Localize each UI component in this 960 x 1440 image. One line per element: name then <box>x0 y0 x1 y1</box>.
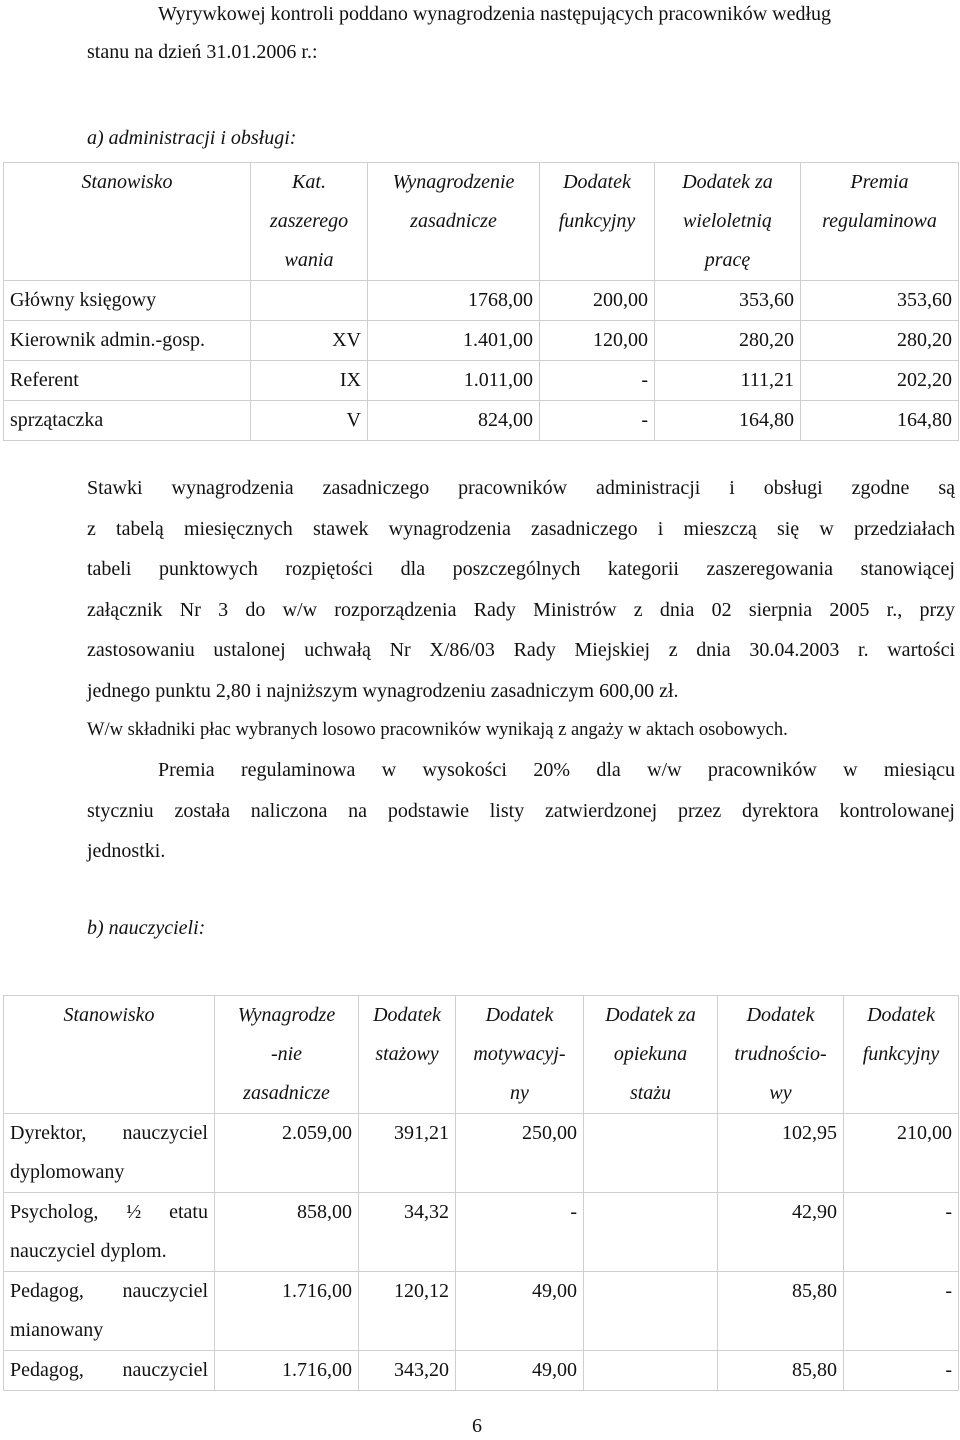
table-cell: - <box>540 401 655 441</box>
page-number: 6 <box>472 1415 482 1437</box>
col-header-line: motywacyj- <box>473 1043 566 1065</box>
col-header-line: funkcyjny <box>558 210 636 232</box>
table-cell: 164,80 <box>655 401 801 441</box>
table-cell <box>4 1114 215 1193</box>
col-header-line: zasadnicze <box>243 1082 330 1104</box>
col-header-line: Dodatek <box>746 1004 815 1026</box>
paragraph-bonus <box>87 750 955 872</box>
table-cell <box>584 1351 718 1391</box>
col-header-line: trudnościo- <box>734 1043 827 1065</box>
table-cell: IX <box>251 361 368 401</box>
col-header <box>844 996 959 1114</box>
col-header-line: Dodatek <box>485 1004 554 1026</box>
col-header-line: stażowy <box>375 1043 439 1065</box>
table-cell: 343,20 <box>359 1351 456 1391</box>
col-header-line: wieloletnią <box>683 210 772 232</box>
col-header-line: Stanowisko <box>63 1004 155 1026</box>
table-cell: 210,00 <box>844 1114 959 1193</box>
paragraph-line: styczniu została naliczona na podstawie listy zatwierdzonej przez dyrektora kontrolowanej <box>87 799 955 822</box>
table-b-header-row <box>4 996 959 1114</box>
col-header-line: -nie <box>270 1043 303 1065</box>
col-header <box>359 996 456 1114</box>
intro-line-2: stanu na dzień 31.01.2006 r.: <box>87 41 318 63</box>
col-header-line: ny <box>510 1082 529 1104</box>
table-cell: 280,20 <box>655 321 801 361</box>
col-header-line: Dodatek <box>867 1004 935 1026</box>
paragraph-line: jednostki. <box>87 840 166 862</box>
table-administration <box>3 162 959 441</box>
table-cell: 49,00 <box>456 1272 584 1351</box>
table-cell: 85,80 <box>718 1351 844 1391</box>
intro-line-1: Wyrywkowej kontroli poddano wynagrodzenia następujących pracowników według <box>158 3 832 25</box>
col-header-line: Wynagrodzenie <box>392 171 515 193</box>
table-cell: 202,20 <box>801 361 959 401</box>
paragraph-line: z tabelą miesięcznych stawek wynagrodzenia zasadniczego i mieszczą się w przedziałach <box>87 517 955 540</box>
table-cell: 250,00 <box>456 1114 584 1193</box>
table-row <box>4 401 959 441</box>
col-header-line: zaszerego <box>269 210 349 232</box>
table-cell: - <box>540 361 655 401</box>
table-cell: sprzątaczka <box>4 401 251 441</box>
col-header <box>215 996 359 1114</box>
cell-line: Pedagog, nauczyciel <box>10 1280 208 1302</box>
col-header-line: Wynagrodze <box>237 1004 336 1026</box>
table-cell: 1.716,00 <box>215 1351 359 1391</box>
col-header <box>801 163 959 281</box>
col-header-line: regulaminowa <box>822 210 937 232</box>
table-cell <box>584 1193 718 1272</box>
col-header <box>456 996 584 1114</box>
table-cell: 42,90 <box>718 1193 844 1272</box>
table-cell <box>4 1272 215 1351</box>
table-teachers <box>3 995 959 1391</box>
col-header-line: stażu <box>629 1082 672 1104</box>
table-row <box>4 1193 959 1272</box>
table-cell <box>4 1351 215 1391</box>
table-cell: Kierownik admin.-gosp. <box>4 321 251 361</box>
table-a-header-row <box>4 163 959 281</box>
table-cell: 34,32 <box>359 1193 456 1272</box>
col-header-line: Dodatek <box>373 1004 441 1026</box>
table-cell: 85,80 <box>718 1272 844 1351</box>
table-cell: 111,21 <box>655 361 801 401</box>
col-header-line: Premia <box>850 171 909 193</box>
table-cell <box>584 1114 718 1193</box>
col-header <box>4 996 215 1114</box>
paragraph-line: Premia regulaminowa w wysokości 20% dla w/w pracowników w miesiącu <box>158 759 955 781</box>
col-header-line: Stanowisko <box>81 171 173 193</box>
col-header-line: wy <box>769 1082 792 1104</box>
table-cell: 391,21 <box>359 1114 456 1193</box>
table-cell: 200,00 <box>540 281 655 321</box>
table-cell <box>584 1272 718 1351</box>
paragraph-line: Stawki wynagrodzenia zasadniczego pracowników administracji i obsługi zgodne są <box>87 477 955 499</box>
table-cell: 353,60 <box>655 281 801 321</box>
table-row <box>4 1351 959 1391</box>
col-header-line: pracę <box>704 249 751 271</box>
table-cell: Główny księgowy <box>4 281 251 321</box>
col-header-line: Dodatek za <box>682 171 773 193</box>
col-header-line: Dodatek za <box>605 1004 696 1026</box>
table-cell <box>251 281 368 321</box>
table-cell: - <box>844 1272 959 1351</box>
cell-line: dyplomowany <box>10 1161 125 1183</box>
cell-line: Pedagog, nauczyciel <box>10 1359 208 1381</box>
table-cell: 824,00 <box>368 401 540 441</box>
section-b-heading: b) nauczycieli: <box>87 917 206 939</box>
col-header <box>4 163 251 281</box>
table-cell: - <box>844 1351 959 1391</box>
cell-line: Psycholog, ½ etatu <box>10 1201 208 1223</box>
table-cell: XV <box>251 321 368 361</box>
col-header-line: wania <box>284 249 334 271</box>
paragraph-components: W/w składniki płac wybranych losowo pracowników wynikają z angaży w aktach osobowych. <box>87 720 788 740</box>
paragraph-line: załącznik Nr 3 do w/w rozporządzenia Rady Ministrów z dnia 02 sierpnia 2005 r., przy <box>87 598 955 621</box>
col-header-line: Kat. <box>292 171 326 193</box>
table-cell: V <box>251 401 368 441</box>
table-cell: 49,00 <box>456 1351 584 1391</box>
col-header <box>540 163 655 281</box>
cell-line: mianowany <box>10 1319 104 1341</box>
table-cell <box>4 1193 215 1272</box>
col-header-line: zasadnicze <box>410 210 497 232</box>
table-cell: 2.059,00 <box>215 1114 359 1193</box>
table-cell: 280,20 <box>801 321 959 361</box>
table-row <box>4 321 959 361</box>
table-row <box>4 361 959 401</box>
table-cell: 120,00 <box>540 321 655 361</box>
col-header-line: opiekuna <box>613 1043 688 1065</box>
table-row <box>4 281 959 321</box>
col-header <box>368 163 540 281</box>
table-cell: 1.401,00 <box>368 321 540 361</box>
col-header <box>718 996 844 1114</box>
col-header-line: Dodatek <box>563 171 631 193</box>
col-header-line: funkcyjny <box>862 1043 940 1065</box>
table-cell: 120,12 <box>359 1272 456 1351</box>
section-a-heading: a) administracji i obsługi: <box>87 127 297 149</box>
table-cell: 1.716,00 <box>215 1272 359 1351</box>
table-cell: 1768,00 <box>368 281 540 321</box>
paragraph-line: jednego punktu 2,80 i najniższym wynagrodzeniu zasadniczym 600,00 zł. <box>87 679 679 702</box>
table-cell: 1.011,00 <box>368 361 540 401</box>
table-row <box>4 1272 959 1351</box>
col-header <box>655 163 801 281</box>
col-header <box>584 996 718 1114</box>
col-header <box>251 163 368 281</box>
table-cell: - <box>844 1193 959 1272</box>
table-cell: 858,00 <box>215 1193 359 1272</box>
paragraph-line: zastosowaniu ustalonej uchwałą Nr X/86/03 Rady Miejskiej z dnia 30.04.2003 r. wartości <box>87 639 955 661</box>
table-cell: 102,95 <box>718 1114 844 1193</box>
table-cell: 353,60 <box>801 281 959 321</box>
cell-line: Dyrektor, nauczyciel <box>10 1122 208 1144</box>
table-cell: - <box>456 1193 584 1272</box>
cell-line: nauczyciel dyplom. <box>10 1240 167 1262</box>
table-cell: 164,80 <box>801 401 959 441</box>
paragraph-salary-rates <box>87 468 955 711</box>
paragraph-line: tabeli punktowych rozpiętości dla poszczególnych kategorii zaszeregowania stanowiącej <box>87 558 955 580</box>
table-cell: Referent <box>4 361 251 401</box>
table-row <box>4 1114 959 1193</box>
